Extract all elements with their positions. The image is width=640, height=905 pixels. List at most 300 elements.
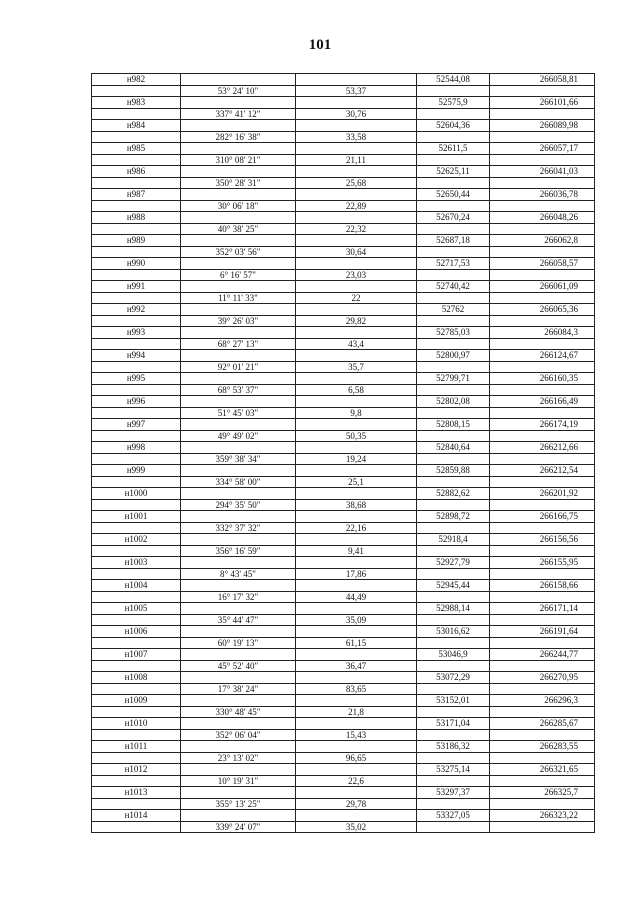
empty-cell	[417, 407, 490, 419]
x-coordinate: 52808,15	[417, 419, 490, 431]
segment-row	[92, 798, 595, 810]
point-row	[92, 511, 595, 523]
direction-angle: 6° 16' 57"	[181, 269, 296, 281]
point-label: н1008	[92, 672, 181, 684]
empty-cell	[417, 292, 490, 304]
empty-cell	[296, 718, 417, 730]
empty-cell	[417, 269, 490, 281]
point-row	[92, 741, 595, 753]
empty-cell	[92, 752, 181, 764]
empty-cell	[92, 821, 181, 833]
direction-angle: 359° 38' 34"	[181, 453, 296, 465]
empty-cell	[92, 177, 181, 189]
empty-cell	[181, 396, 296, 408]
empty-cell	[417, 614, 490, 626]
empty-cell	[92, 476, 181, 488]
empty-cell	[181, 350, 296, 362]
x-coordinate: 52604,36	[417, 120, 490, 132]
point-label: н1014	[92, 810, 181, 822]
empty-cell	[490, 315, 595, 327]
empty-cell	[490, 591, 595, 603]
direction-angle: 356° 16' 59"	[181, 545, 296, 557]
empty-cell	[92, 315, 181, 327]
y-coordinate: 266124,67	[490, 350, 595, 362]
segment-length: 50,35	[296, 430, 417, 442]
x-coordinate: 52717,53	[417, 258, 490, 270]
empty-cell	[181, 764, 296, 776]
y-coordinate: 266062,8	[490, 235, 595, 247]
empty-cell	[181, 212, 296, 224]
y-coordinate: 266321,65	[490, 764, 595, 776]
direction-angle: 35° 44' 47"	[181, 614, 296, 626]
empty-cell	[296, 350, 417, 362]
empty-cell	[181, 603, 296, 615]
segment-row	[92, 522, 595, 534]
y-coordinate: 266166,49	[490, 396, 595, 408]
y-coordinate: 266065,36	[490, 304, 595, 316]
empty-cell	[296, 810, 417, 822]
point-row	[92, 74, 595, 86]
segment-length: 25,1	[296, 476, 417, 488]
y-coordinate: 266212,66	[490, 442, 595, 454]
segment-row	[92, 545, 595, 557]
point-label: н1012	[92, 764, 181, 776]
x-coordinate: 52544,08	[417, 74, 490, 86]
empty-cell	[92, 568, 181, 580]
segment-row	[92, 246, 595, 258]
segment-length: 6,58	[296, 384, 417, 396]
empty-cell	[490, 522, 595, 534]
point-row	[92, 764, 595, 776]
segment-row	[92, 407, 595, 419]
x-coordinate: 53327,05	[417, 810, 490, 822]
point-row	[92, 258, 595, 270]
y-coordinate: 266201,92	[490, 488, 595, 500]
segment-row	[92, 200, 595, 212]
segment-row	[92, 315, 595, 327]
empty-cell	[490, 706, 595, 718]
empty-cell	[92, 775, 181, 787]
point-row	[92, 672, 595, 684]
direction-angle: 17° 38' 24"	[181, 683, 296, 695]
empty-cell	[181, 695, 296, 707]
x-coordinate: 53186,32	[417, 741, 490, 753]
segment-row	[92, 499, 595, 511]
empty-cell	[92, 292, 181, 304]
segment-row	[92, 453, 595, 465]
empty-cell	[296, 235, 417, 247]
empty-cell	[490, 568, 595, 580]
segment-length: 29,78	[296, 798, 417, 810]
empty-cell	[417, 338, 490, 350]
x-coordinate: 53072,29	[417, 672, 490, 684]
segment-row	[92, 131, 595, 143]
empty-cell	[490, 453, 595, 465]
empty-cell	[490, 338, 595, 350]
empty-cell	[490, 614, 595, 626]
empty-cell	[296, 396, 417, 408]
x-coordinate: 53152,01	[417, 695, 490, 707]
empty-cell	[92, 384, 181, 396]
point-label: н1010	[92, 718, 181, 730]
x-coordinate: 52611,5	[417, 143, 490, 155]
direction-angle: 8° 43' 45"	[181, 568, 296, 580]
segment-length: 44,49	[296, 591, 417, 603]
segment-length: 22,6	[296, 775, 417, 787]
empty-cell	[417, 476, 490, 488]
x-coordinate: 52740,42	[417, 281, 490, 293]
point-row	[92, 626, 595, 638]
y-coordinate: 266058,81	[490, 74, 595, 86]
empty-cell	[296, 695, 417, 707]
segment-length: 22,16	[296, 522, 417, 534]
empty-cell	[181, 557, 296, 569]
empty-cell	[92, 798, 181, 810]
empty-cell	[490, 660, 595, 672]
segment-row	[92, 729, 595, 741]
empty-cell	[417, 729, 490, 741]
point-label: н1003	[92, 557, 181, 569]
direction-angle: 330° 48' 45"	[181, 706, 296, 718]
point-label: н992	[92, 304, 181, 316]
segment-row	[92, 660, 595, 672]
y-coordinate: 266160,35	[490, 373, 595, 385]
direction-angle: 339° 24' 07"	[181, 821, 296, 833]
empty-cell	[181, 74, 296, 86]
point-label: н1013	[92, 787, 181, 799]
empty-cell	[181, 649, 296, 661]
empty-cell	[181, 787, 296, 799]
point-row	[92, 143, 595, 155]
x-coordinate: 52988,14	[417, 603, 490, 615]
y-coordinate: 266036,78	[490, 189, 595, 201]
segment-length: 35,02	[296, 821, 417, 833]
point-row	[92, 465, 595, 477]
point-label: н999	[92, 465, 181, 477]
empty-cell	[417, 660, 490, 672]
x-coordinate: 52687,18	[417, 235, 490, 247]
y-coordinate: 266244,77	[490, 649, 595, 661]
empty-cell	[490, 246, 595, 258]
empty-cell	[490, 775, 595, 787]
empty-cell	[417, 177, 490, 189]
point-row	[92, 649, 595, 661]
segment-length: 19,24	[296, 453, 417, 465]
point-label: н991	[92, 281, 181, 293]
empty-cell	[181, 97, 296, 109]
y-coordinate: 266166,75	[490, 511, 595, 523]
direction-angle: 92° 01' 21"	[181, 361, 296, 373]
point-label: н997	[92, 419, 181, 431]
empty-cell	[92, 499, 181, 511]
empty-cell	[417, 798, 490, 810]
empty-cell	[417, 522, 490, 534]
point-label: н1000	[92, 488, 181, 500]
x-coordinate: 52625,11	[417, 166, 490, 178]
point-row	[92, 534, 595, 546]
empty-cell	[92, 614, 181, 626]
direction-angle: 53° 24' 10"	[181, 85, 296, 97]
empty-cell	[490, 407, 595, 419]
segment-length: 22,89	[296, 200, 417, 212]
empty-cell	[296, 741, 417, 753]
direction-angle: 352° 06' 04"	[181, 729, 296, 741]
y-coordinate: 266061,09	[490, 281, 595, 293]
y-coordinate: 266101,66	[490, 97, 595, 109]
point-label: н1005	[92, 603, 181, 615]
y-coordinate: 266156,56	[490, 534, 595, 546]
point-label: н994	[92, 350, 181, 362]
point-label: н1004	[92, 580, 181, 592]
empty-cell	[296, 557, 417, 569]
point-row	[92, 166, 595, 178]
point-label: н985	[92, 143, 181, 155]
segment-length: 38,68	[296, 499, 417, 511]
y-coordinate: 266158,66	[490, 580, 595, 592]
empty-cell	[417, 131, 490, 143]
x-coordinate: 52802,08	[417, 396, 490, 408]
empty-cell	[181, 534, 296, 546]
empty-cell	[181, 143, 296, 155]
point-label: н998	[92, 442, 181, 454]
empty-cell	[92, 246, 181, 258]
empty-cell	[92, 85, 181, 97]
empty-cell	[296, 143, 417, 155]
y-coordinate: 266283,55	[490, 741, 595, 753]
x-coordinate: 52762	[417, 304, 490, 316]
point-row	[92, 350, 595, 362]
segment-length: 21,8	[296, 706, 417, 718]
empty-cell	[296, 212, 417, 224]
x-coordinate: 52670,24	[417, 212, 490, 224]
point-row	[92, 580, 595, 592]
point-label: н1001	[92, 511, 181, 523]
direction-angle: 355° 13' 25"	[181, 798, 296, 810]
y-coordinate: 266325,7	[490, 787, 595, 799]
y-coordinate: 266089,98	[490, 120, 595, 132]
empty-cell	[92, 430, 181, 442]
empty-cell	[490, 131, 595, 143]
empty-cell	[417, 499, 490, 511]
empty-cell	[490, 798, 595, 810]
point-label: н982	[92, 74, 181, 86]
point-label: н1006	[92, 626, 181, 638]
empty-cell	[92, 522, 181, 534]
segment-length: 21,11	[296, 154, 417, 166]
direction-angle: 337° 41' 12"	[181, 108, 296, 120]
direction-angle: 282° 16' 38"	[181, 131, 296, 143]
empty-cell	[296, 672, 417, 684]
empty-cell	[296, 166, 417, 178]
x-coordinate: 52800,97	[417, 350, 490, 362]
segment-row	[92, 292, 595, 304]
point-row	[92, 695, 595, 707]
empty-cell	[296, 97, 417, 109]
point-row	[92, 419, 595, 431]
empty-cell	[417, 453, 490, 465]
empty-cell	[296, 649, 417, 661]
segment-length: 22,32	[296, 223, 417, 235]
point-label: н1009	[92, 695, 181, 707]
empty-cell	[417, 591, 490, 603]
empty-cell	[296, 580, 417, 592]
empty-cell	[92, 729, 181, 741]
empty-cell	[181, 672, 296, 684]
segment-length: 9,41	[296, 545, 417, 557]
segment-row	[92, 775, 595, 787]
empty-cell	[92, 131, 181, 143]
y-coordinate: 266174,19	[490, 419, 595, 431]
empty-cell	[181, 189, 296, 201]
segment-length: 9,8	[296, 407, 417, 419]
point-label: н990	[92, 258, 181, 270]
direction-angle: 11° 11' 33"	[181, 292, 296, 304]
y-coordinate: 266323,22	[490, 810, 595, 822]
empty-cell	[490, 545, 595, 557]
empty-cell	[490, 361, 595, 373]
empty-cell	[92, 154, 181, 166]
x-coordinate: 53297,37	[417, 787, 490, 799]
segment-row	[92, 269, 595, 281]
empty-cell	[296, 442, 417, 454]
x-coordinate: 52650,44	[417, 189, 490, 201]
x-coordinate: 52927,79	[417, 557, 490, 569]
point-label: н983	[92, 97, 181, 109]
segment-length: 83,65	[296, 683, 417, 695]
direction-angle: 334° 58' 00"	[181, 476, 296, 488]
segment-length: 29,82	[296, 315, 417, 327]
empty-cell	[296, 626, 417, 638]
segment-length: 33,58	[296, 131, 417, 143]
empty-cell	[92, 108, 181, 120]
empty-cell	[490, 430, 595, 442]
point-row	[92, 603, 595, 615]
direction-angle: 60° 19' 13"	[181, 637, 296, 649]
segment-length: 43,4	[296, 338, 417, 350]
empty-cell	[490, 476, 595, 488]
direction-angle: 23° 13' 02"	[181, 752, 296, 764]
empty-cell	[490, 292, 595, 304]
empty-cell	[417, 821, 490, 833]
empty-cell	[417, 545, 490, 557]
point-label: н993	[92, 327, 181, 339]
empty-cell	[92, 338, 181, 350]
direction-angle: 350° 28' 31"	[181, 177, 296, 189]
point-label: н987	[92, 189, 181, 201]
empty-cell	[490, 384, 595, 396]
direction-angle: 49° 49' 02"	[181, 430, 296, 442]
empty-cell	[296, 258, 417, 270]
empty-cell	[490, 200, 595, 212]
segment-length: 23,03	[296, 269, 417, 281]
empty-cell	[296, 419, 417, 431]
empty-cell	[296, 603, 417, 615]
empty-cell	[417, 568, 490, 580]
point-row	[92, 97, 595, 109]
point-label: н995	[92, 373, 181, 385]
segment-row	[92, 706, 595, 718]
empty-cell	[181, 442, 296, 454]
y-coordinate: 266212,54	[490, 465, 595, 477]
empty-cell	[181, 511, 296, 523]
empty-cell	[417, 108, 490, 120]
empty-cell	[417, 223, 490, 235]
segment-length: 25,68	[296, 177, 417, 189]
point-row	[92, 120, 595, 132]
y-coordinate: 266270,95	[490, 672, 595, 684]
empty-cell	[92, 361, 181, 373]
empty-cell	[296, 327, 417, 339]
segment-row	[92, 177, 595, 189]
y-coordinate: 266155,95	[490, 557, 595, 569]
point-label: н984	[92, 120, 181, 132]
segment-row	[92, 614, 595, 626]
empty-cell	[490, 154, 595, 166]
segment-length: 30,76	[296, 108, 417, 120]
segment-length: 35,7	[296, 361, 417, 373]
direction-angle: 10° 19' 31"	[181, 775, 296, 787]
point-row	[92, 718, 595, 730]
empty-cell	[417, 430, 490, 442]
empty-cell	[296, 764, 417, 776]
direction-angle: 45° 52' 40"	[181, 660, 296, 672]
segment-row	[92, 568, 595, 580]
point-label: н1011	[92, 741, 181, 753]
point-row	[92, 235, 595, 247]
segment-row	[92, 338, 595, 350]
segment-row	[92, 752, 595, 764]
point-row	[92, 810, 595, 822]
empty-cell	[490, 683, 595, 695]
segment-row	[92, 384, 595, 396]
x-coordinate: 52859,88	[417, 465, 490, 477]
empty-cell	[417, 752, 490, 764]
point-row	[92, 396, 595, 408]
direction-angle: 51° 45' 03"	[181, 407, 296, 419]
empty-cell	[181, 741, 296, 753]
x-coordinate: 52799,71	[417, 373, 490, 385]
x-coordinate: 53275,14	[417, 764, 490, 776]
empty-cell	[181, 488, 296, 500]
empty-cell	[296, 304, 417, 316]
segment-length: 17,86	[296, 568, 417, 580]
empty-cell	[417, 85, 490, 97]
empty-cell	[417, 384, 490, 396]
segment-row	[92, 361, 595, 373]
empty-cell	[490, 729, 595, 741]
empty-cell	[296, 787, 417, 799]
direction-angle: 16° 17' 32"	[181, 591, 296, 603]
empty-cell	[181, 120, 296, 132]
empty-cell	[490, 269, 595, 281]
segment-row	[92, 154, 595, 166]
empty-cell	[296, 189, 417, 201]
direction-angle: 40° 38' 25"	[181, 223, 296, 235]
x-coordinate: 53171,04	[417, 718, 490, 730]
x-coordinate: 52575,9	[417, 97, 490, 109]
y-coordinate: 266191,64	[490, 626, 595, 638]
empty-cell	[92, 223, 181, 235]
point-label: н989	[92, 235, 181, 247]
point-row	[92, 304, 595, 316]
segment-row	[92, 591, 595, 603]
segment-row	[92, 85, 595, 97]
empty-cell	[181, 626, 296, 638]
x-coordinate: 52840,64	[417, 442, 490, 454]
direction-angle: 352° 03' 56"	[181, 246, 296, 258]
y-coordinate: 266171,14	[490, 603, 595, 615]
direction-angle: 39° 26' 03"	[181, 315, 296, 327]
